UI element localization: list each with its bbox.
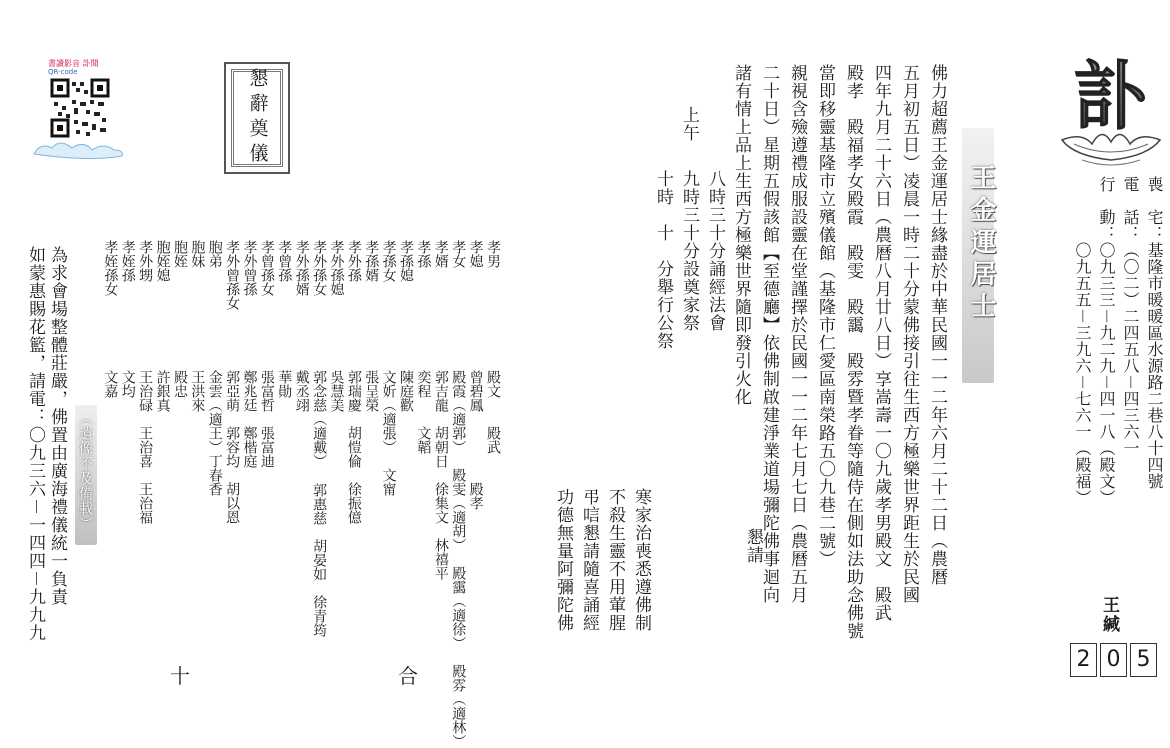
family-member-name: 王治碌 (137, 370, 154, 412)
deceased-name: 王金運居士 (966, 164, 996, 324)
rule-line-1: 寒家治喪悉遵佛制 (631, 488, 651, 632)
family-member-name: 奕程 (415, 370, 432, 398)
family-member-name: 殿雯（適胡） (450, 468, 467, 552)
family-relation-label: 孝外孫女 (311, 240, 328, 296)
family-relation-label: 胞妹 (189, 240, 206, 268)
sender-seal-label: 王緘 (1099, 596, 1119, 634)
announcement-column-7: 二十日）星期五假該館【至德廳】依佛制啟建淨業道場彌陀佛事迴向 (759, 64, 779, 604)
family-member-name: 文均 (119, 370, 136, 398)
announcement-column-4: 殿孝 殿福孝女殿霞 殿雯 殿靄 殿雰暨孝眷等隨侍在側如法助念佛號 (843, 64, 863, 640)
family-member-name: 殿孝 (467, 482, 484, 510)
family-member-name: 戴丞翊 (293, 370, 310, 412)
family-member-name: 曾碧鳳 (467, 370, 484, 412)
family-list (100, 240, 501, 748)
family-member-name: 文妡（適張） (380, 370, 397, 454)
family-member-name: 王治福 (137, 482, 154, 524)
address-line-2: 電 話：（〇二）二四五八－四三六一 (1121, 176, 1140, 457)
family-relation-label: 孝外孫 (345, 240, 362, 282)
family-member-name: 胡以恩 (224, 482, 241, 524)
family-member-name: 殿雰（適林） (450, 664, 467, 748)
family-member-name: 張富哲 (258, 370, 275, 412)
flower-notice-line-2: 如蒙惠賜花籃，請電：〇九三六－一四四－九九九 (25, 246, 45, 642)
family-member-name: 徐振億 (345, 482, 362, 524)
page-number (1070, 643, 1157, 677)
family-member-name: 張呈榮 (363, 370, 380, 412)
rule-line-4: 功德無量阿彌陀佛 (553, 488, 573, 632)
address-line-4: 〇九五五－三九六－七六一（殿福） (1073, 176, 1092, 507)
address-block (1062, 176, 1162, 596)
family-member-name: 文甯 (380, 468, 397, 496)
deceased-name-banner (962, 128, 994, 383)
family-relation-label: 孝外孫婿 (293, 240, 310, 296)
morning-label: 上午 (679, 106, 699, 142)
announcement-column-3: 四年九月二十六日（農曆八月廿八日）享嵩壽一〇九歲孝男殿文 殿武 (871, 64, 891, 622)
family-relation-label: 胞姪 (171, 240, 188, 268)
family-relation-label: 孝外甥 (137, 240, 154, 282)
family-relation-label: 孝孫婿 (363, 240, 380, 282)
family-relation-label: 孝姪孫 (119, 240, 136, 282)
flower-notice-line-1: 為求會場整體莊嚴，佛置由廣海禮儀統一負責 (47, 246, 67, 606)
logo-char: 訃 (1073, 54, 1147, 140)
page-number-digit: 0 (1100, 643, 1127, 677)
family-member-name: 徐集文 (432, 482, 449, 524)
family-member-name: 胡朝日 (432, 426, 449, 468)
announcement-column-1: 佛力超薦王金運居士緣盡於中華民國一一二年六月二十二日（農曆 (927, 64, 947, 586)
family-member-name: 殿武 (484, 426, 501, 454)
page-number-digit: 5 (1130, 643, 1157, 677)
family-relation-label: 孝孫女 (380, 240, 397, 282)
rule-line-2: 不殺生靈不用葷腥 (605, 488, 625, 632)
qr-code-block (30, 58, 126, 162)
announcement-column-6: 親視含殮遵禮成服設靈在堂謹擇於民國一一二年七月七日（農曆五月 (787, 64, 807, 604)
decline-gifts-title: 懇辭奠儀 (246, 68, 269, 168)
schedule-item-2: 九時三十分設奠家祭 (679, 170, 699, 332)
bottom-char-left: 十 (170, 664, 190, 688)
address-line-1: 喪 宅：基隆市暖暖區水源路二巷八十四號 (1145, 176, 1164, 490)
family-relation-label: 孝女 (450, 240, 467, 268)
family-member-name: 胡晏如 (311, 539, 328, 581)
respect-request: 懇請 (743, 528, 763, 564)
family-relation-label: 孝曾孫 (276, 240, 293, 282)
family-member-name: 胡愷倫 (345, 426, 362, 468)
announcement-column-8: 諸有情上品上生西方極樂世界隨即發引火化 (731, 64, 751, 406)
qr-caption: 書讀影音 訃聞 (48, 59, 99, 68)
photo-notice: （遺像不及備載） (77, 411, 93, 531)
family-member-name: 鄭兆廷 (241, 370, 258, 412)
family-relation-label: 胞弟 (206, 240, 223, 268)
family-member-name: 文韜 (415, 426, 432, 454)
title-frame (224, 62, 290, 174)
bottom-char-right: 合 (398, 664, 418, 688)
family-relation-label: 孝男 (484, 240, 501, 268)
cloud-ornament-icon (30, 136, 126, 162)
family-relation-label: 孝孫 (415, 240, 432, 268)
family-relation-label: 孝婿 (432, 240, 449, 268)
family-member-name: 郭瑞慶 (345, 370, 362, 412)
family-relation-label: 孝姪孫女 (102, 240, 119, 296)
family-member-name: 陳庭歡 (398, 370, 415, 412)
family-member-name: 殿文 (484, 370, 501, 398)
family-member-name: 郭亞萌 (224, 370, 241, 412)
qr-code-icon[interactable] (50, 78, 110, 138)
family-member-name: 王治喜 (137, 426, 154, 468)
announcement-column-5: 當即移靈基隆市立殯儀館（基隆市仁愛區南榮路五〇九巷二號） (815, 64, 835, 568)
notice-banner (75, 405, 97, 545)
family-member-name: 王洪來 (189, 370, 206, 412)
family-member-name: 郭吉龍 (432, 370, 449, 412)
family-relation-label: 孝曾孫女 (258, 240, 275, 296)
page-number-digit: 2 (1070, 643, 1097, 677)
schedule-item-1: 八時三十分誦經法會 (705, 170, 725, 332)
rule-line-3: 弔唁懇請隨喜誦經 (579, 488, 599, 632)
family-member-name: 殿忠 (171, 370, 188, 398)
family-member-name: 郭惠慈 (311, 483, 328, 525)
address-line-3: 行 動：〇九三三－九二九－四一八（殿文） (1097, 176, 1116, 507)
qr-subcaption: QR-code (48, 68, 78, 76)
family-relation-label: 胞姪媳 (154, 240, 171, 282)
family-member-name: 華勛 (276, 370, 293, 398)
family-member-name: 許銀真 (154, 370, 171, 412)
family-relation-label: 孝外曾孫 (241, 240, 258, 296)
family-member-name: 文嘉 (102, 370, 119, 398)
family-member-name: 金雲（適王）丁春香 (206, 370, 223, 496)
schedule-item-3: 十時 十 分舉行公祭 (653, 170, 673, 350)
family-relation-label: 孝外曾孫女 (224, 240, 241, 310)
family-member-name: 郭念慈（適戴） (311, 370, 328, 468)
family-member-name: 林禧平 (432, 538, 449, 580)
announcement-column-2: 五月初五日）凌晨一時二十分蒙佛接引往生西方極樂世界距生於民國 (899, 64, 919, 604)
family-member-name: 郭容均 (224, 426, 241, 468)
family-member-name: 鄭楷庭 (241, 426, 258, 468)
family-member-name: 徐青筠 (311, 595, 328, 637)
family-member-name: 張富迪 (258, 426, 275, 468)
family-member-name: 吳慧美 (328, 370, 345, 412)
family-member-name: 殿靄（適徐） (450, 566, 467, 650)
fu-logo-lotus (1052, 40, 1170, 175)
family-relation-label: 孝媳 (467, 240, 484, 268)
family-relation-label: 孝外孫媳 (328, 240, 345, 296)
family-member-name: 殿霞（適郭） (450, 370, 467, 454)
family-relation-label: 孝孫媳 (398, 240, 415, 282)
